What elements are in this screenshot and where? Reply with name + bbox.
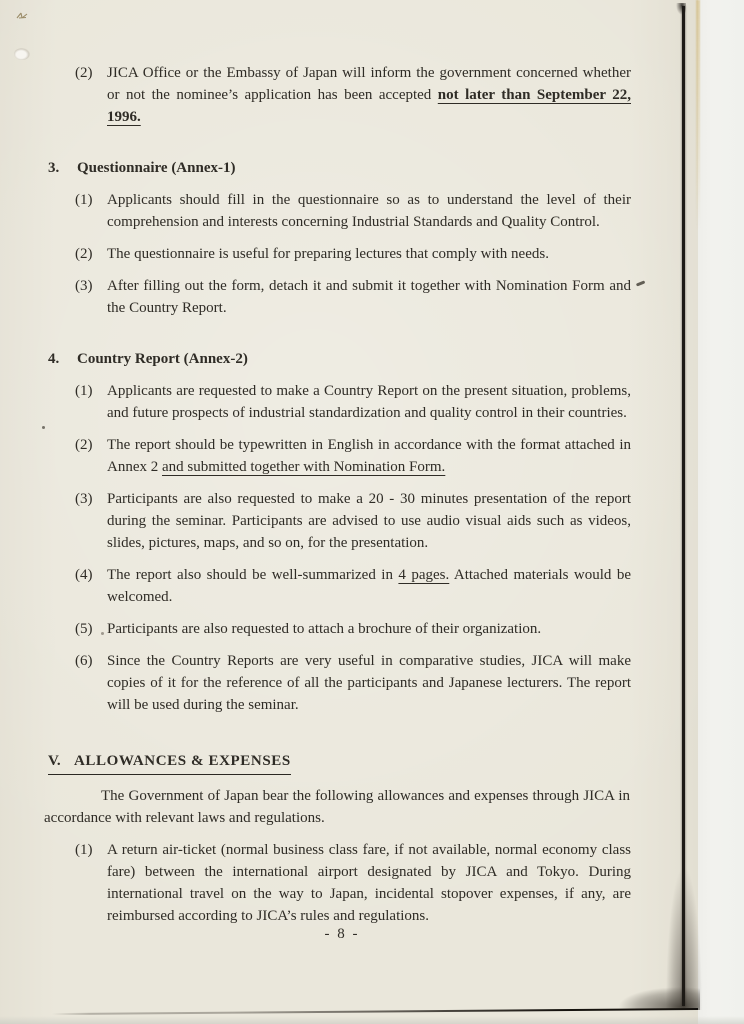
text-segment: not later than September 22, 1996. xyxy=(107,87,631,125)
item-marker: (1) xyxy=(75,842,93,858)
text-segment: After filling out the form, detach it and submit it together with Nomination Form and the Country Report. xyxy=(107,278,631,316)
item-marker: V. xyxy=(48,753,61,769)
item-marker: (2) xyxy=(75,246,93,262)
list-item xyxy=(75,839,631,927)
text-segment: Attached materials would be welcomed. xyxy=(107,567,632,605)
block-text xyxy=(77,160,235,176)
list-item xyxy=(75,189,631,233)
page-edge-line-top xyxy=(676,3,686,15)
paper-blemish xyxy=(14,48,30,60)
text-segment: JICA Office or the Embassy of Japan will inform the government concerned whether or not the nominee’s application has been accepted xyxy=(107,65,631,103)
text-segment: Applicants are requested to make a Country Report on the present situation, problems, and future prospects of industrial standardization and quality control in their countries. xyxy=(107,383,631,421)
section-heading xyxy=(48,750,291,775)
page-number: - 8 - xyxy=(324,926,360,942)
text-segment: Questionnaire (Annex-1) xyxy=(77,160,236,176)
document-body xyxy=(0,62,650,937)
text-segment: Since the Country Reports are very useful in comparative studies, JICA will make copies of it for the reference of all the participants and Japanese lecturers. The report will be used during the seminar. xyxy=(107,653,631,713)
block-text xyxy=(107,246,549,262)
scan-bottom-edge xyxy=(0,1016,744,1024)
block-text xyxy=(107,192,631,230)
list-item xyxy=(75,62,631,128)
block-text xyxy=(44,788,630,826)
section-heading xyxy=(48,348,650,370)
list-item xyxy=(75,618,631,640)
text-segment: 4 pages. xyxy=(398,567,450,583)
text-segment: A return air-ticket (normal business class fare, if not available, normal economy class fare) between the international airport designated by JICA and Tokyo. During international travel on the way to Japan, incidental stopover expenses, if any, are reimbursed according to JICA’s rules and regulations. xyxy=(107,842,631,924)
list-item xyxy=(75,488,631,554)
list-item xyxy=(75,650,631,716)
text-segment: The report should be typewritten in English in accordance with the format attached in Annex 2 xyxy=(107,437,631,475)
item-marker: 4. xyxy=(48,351,60,367)
list-item xyxy=(75,243,631,265)
item-marker: 3. xyxy=(48,160,60,176)
page-edge-line xyxy=(682,6,685,1006)
item-marker: (2) xyxy=(75,65,93,81)
text-segment: Participants are also requested to attach a brochure of their organization. xyxy=(107,621,542,637)
list-item xyxy=(75,564,632,608)
text-segment: The report also should be well-summarized in xyxy=(107,567,399,583)
block-text xyxy=(77,351,248,367)
block-text xyxy=(107,653,631,713)
text-segment: ALLOWANCES & EXPENSES xyxy=(74,753,291,769)
item-marker: (6) xyxy=(75,653,93,669)
block-text xyxy=(107,842,631,924)
item-marker: (5) xyxy=(75,621,93,637)
text-segment: and submitted together with Nomination Form. xyxy=(162,459,446,475)
handwritten-mark xyxy=(15,9,31,23)
list-item xyxy=(75,380,631,424)
item-marker: (3) xyxy=(75,278,93,294)
block-text xyxy=(107,278,631,316)
paragraph xyxy=(44,785,630,829)
text-segment: The questionnaire is useful for preparing lectures that comply with needs. xyxy=(107,246,549,262)
section-heading xyxy=(48,157,650,179)
item-marker: (1) xyxy=(75,192,93,208)
block-text xyxy=(107,621,541,637)
item-marker: (3) xyxy=(75,491,93,507)
block-text xyxy=(107,383,631,421)
text-segment: Applicants should fill in the questionnaire so as to understand the level of their comprehension and interests concerning Industrial Standards and Quality Control. xyxy=(107,192,631,230)
item-marker: (1) xyxy=(75,383,93,399)
text-segment: Country Report (Annex-2) xyxy=(77,351,248,367)
list-item xyxy=(75,434,631,478)
block-text xyxy=(107,437,631,475)
block-text xyxy=(74,753,291,769)
block-text xyxy=(107,567,631,605)
block-text xyxy=(107,491,631,551)
block-text xyxy=(107,65,631,125)
text-segment: Participants are also requested to make a 20 - 30 minutes presentation of the report during the seminar. Participants are advised to use audio visual aids such as videos, slides, pictures, maps, and so on, for the presentation. xyxy=(107,491,631,551)
list-item xyxy=(75,275,631,319)
item-marker: (2) xyxy=(75,437,93,453)
paper-edge-discoloration xyxy=(696,0,700,230)
text-segment: The Government of Japan bear the following allowances and expenses through JICA in accordance with relevant laws and regulations. xyxy=(44,788,630,826)
item-marker: (4) xyxy=(75,567,93,583)
